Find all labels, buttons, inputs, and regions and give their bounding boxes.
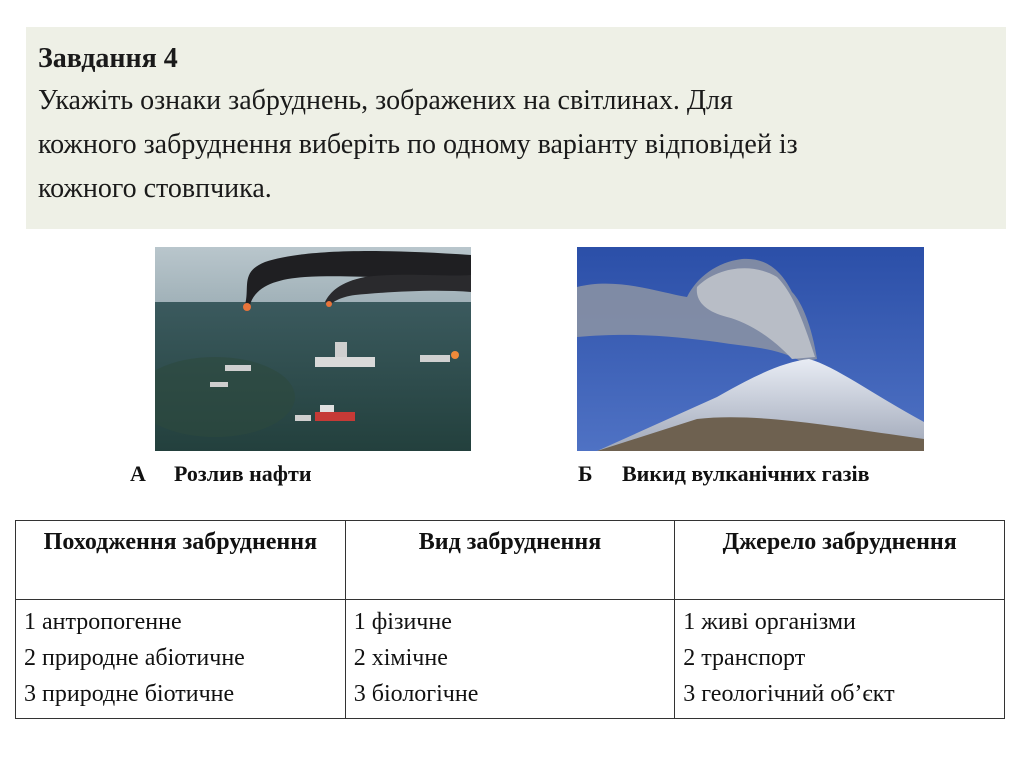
type-option-1: 1 фізичне: [353, 609, 452, 635]
oil-spill-photo: [155, 247, 471, 451]
type-options: [345, 600, 675, 719]
source-option-3: 3 геологічний об’єкт: [683, 681, 895, 707]
task-text-line-1: Укажіть ознаки забруднень, зображених на світлинах. Для: [38, 85, 733, 116]
source-options: [675, 600, 1005, 719]
table-header-row: [16, 521, 1005, 600]
type-option-3: 3 біологічне: [353, 681, 479, 707]
task-text-line-3: кожного стовпчика.: [38, 173, 272, 204]
caption-b-letter: Б: [578, 461, 593, 486]
origin-option-3: 3 природне біотичне: [24, 681, 235, 707]
source-option-1: 1 живі організми: [683, 609, 856, 635]
header-type: Вид забруднення: [345, 521, 675, 600]
caption-b: [578, 461, 869, 487]
type-option-2: 2 хімічне: [353, 645, 448, 671]
task-text-line-2: кожного забруднення виберіть по одному варіанту відповідей із: [38, 129, 798, 160]
caption-a-letter: А: [130, 461, 146, 486]
task-title: Завдання 4: [38, 43, 178, 74]
source-option-2: 2 транспорт: [683, 645, 806, 671]
header-source: Джерело забруднення: [675, 521, 1005, 600]
origin-option-2: 2 природне абіотичне: [24, 645, 245, 671]
header-origin: Походження забруднення: [16, 521, 346, 600]
caption-a: [130, 461, 312, 487]
origin-options: [16, 600, 346, 719]
caption-b-text: Викид вулканічних газів: [622, 461, 870, 486]
task-box: [26, 27, 1006, 229]
options-table: [15, 520, 1005, 719]
table-row: [16, 600, 1005, 719]
volcano-photo: [577, 247, 924, 451]
origin-option-1: 1 антропогенне: [24, 609, 182, 635]
caption-a-text: Розлив нафти: [174, 461, 312, 486]
